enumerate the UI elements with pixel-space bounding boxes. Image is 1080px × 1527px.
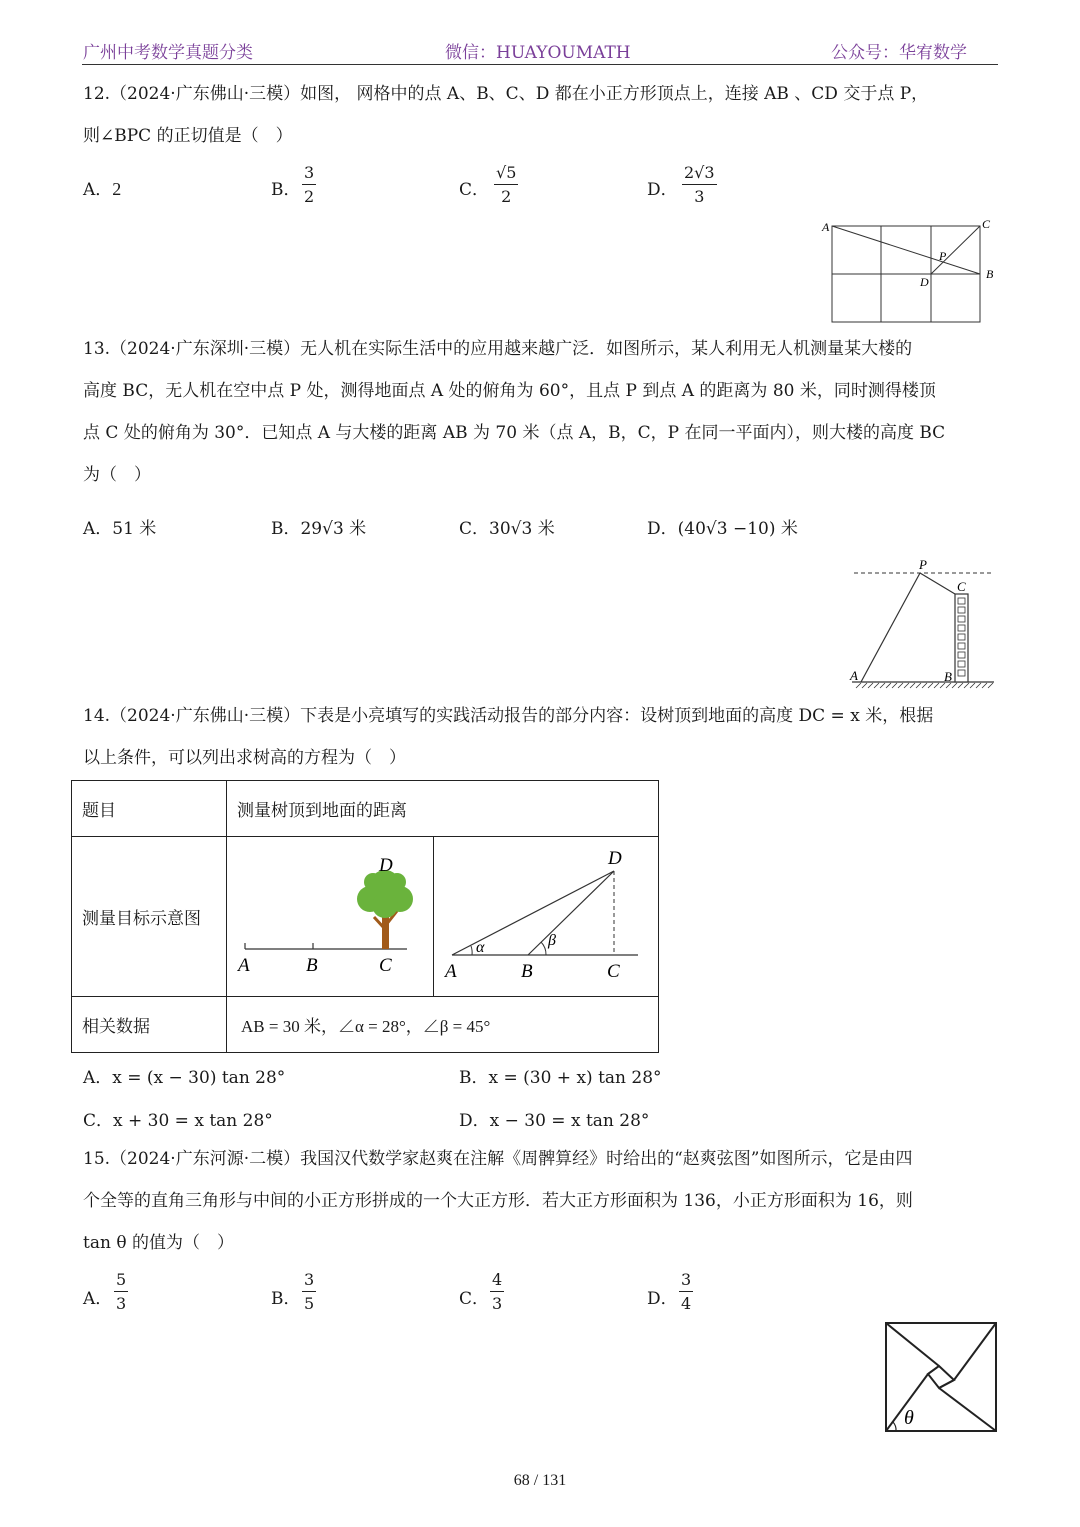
q13-label-c: C (957, 579, 966, 594)
q12-option-c-den: 2 (501, 187, 512, 206)
q14-table-data-label: 相关数据 (72, 997, 227, 1053)
q12-option-b-den: 2 (304, 187, 315, 206)
q15-option-d-den: 4 (681, 1294, 692, 1313)
q12-label-p: P (939, 249, 947, 263)
q13-option-a: A．51 米 (83, 519, 157, 539)
q15-stem-line3: tan θ 的值为（ ） (83, 1233, 234, 1253)
q15-inner-square (928, 1366, 954, 1388)
q14-tri-label-c: C (607, 961, 620, 982)
q14-tri-label-b: B (521, 961, 533, 982)
q12-option-d-fraction (682, 163, 717, 206)
q15-option-a-label: A． (83, 1289, 113, 1309)
q15-option-c-label: C． (459, 1289, 490, 1309)
q12-label-c: C (982, 217, 991, 231)
q12-option-a-value: 2 (112, 179, 122, 199)
q15-stem-line1: 15.（2024·广东河源·二模）我国汉代数学家赵爽在注解《周髀算经》时给出的“赵爽弦图”如图所示，它是由四 (83, 1149, 913, 1169)
q12-option-b-fraction (302, 163, 316, 206)
q15-label-theta: θ (904, 1407, 914, 1429)
q13-label-b: B (944, 669, 952, 684)
q15-option-b-den: 5 (304, 1294, 315, 1313)
page-number: 68 / 131 (513, 1472, 567, 1489)
q15-option-c-fraction (490, 1270, 504, 1313)
q14-tree-label-b: B (306, 955, 318, 976)
q15-option-d-num: 3 (681, 1270, 692, 1289)
q14-tree-label-c: C (379, 955, 392, 976)
q13-label-p: P (919, 557, 927, 572)
q13-stem-line1: 13.（2024·广东深圳·三模）无人机在实际生活中的应用越来越广泛．如图所示，某人利用无人机测量某大楼的 (83, 339, 913, 359)
q12-option-a (83, 175, 121, 200)
q13-stem-line3: 点 C 处的俯角为 30°．已知点 A 与大楼的距离 AB 为 70 米（点 A，B，C，P 在同一平面内），则大楼的高度 BC (83, 423, 946, 443)
q12-option-b-num: 3 (304, 163, 315, 182)
q15-option-a-fraction (114, 1270, 128, 1313)
q14-table-topic-value: 测量树顶到地面的距离 (227, 781, 659, 837)
q12-stem-line1: 12.（2024·广东佛山·三模）如图， 网格中的点 A、B、C、D 都在小正方形顶点上，连接 AB 、CD 交于点 P， (83, 84, 929, 104)
q15-option-b-num: 3 (304, 1270, 315, 1289)
header-left: 广州中考数学真题分类 (83, 43, 253, 63)
header-right: 公众号：华宥数学 (831, 43, 967, 63)
q14-triangle-figure (434, 837, 658, 991)
q15-option-d-label: D． (647, 1289, 678, 1309)
q15-option-d-fraction (679, 1270, 693, 1313)
q14-table-diagram-label: 测量目标示意图 (72, 837, 227, 997)
q12-grid-figure (818, 212, 1004, 328)
q14-stem-line2: 以上条件，可以列出求树高的方程为（ ） (83, 748, 406, 768)
q14-option-a: A．x = (x − 30) tan 28° (83, 1068, 286, 1088)
q12-label-d: D (920, 275, 929, 289)
q14-option-b: B．x = (30 + x) tan 28° (459, 1068, 662, 1088)
q14-stem-line1: 14.（2024·广东佛山·三模）下表是小亮填写的实践活动报告的部分内容：设树顶到地面的高度 DC = x 米，根据 (83, 706, 934, 726)
header-center: 微信：HUAYOUMATH (445, 43, 631, 63)
q15-stem-line2: 个全等的直角三角形与中间的小正方形拼成的一个大正方形．若大正方形面积为 136，小正方形面积为 16，则 (83, 1191, 913, 1211)
q14-table-triangle-cell (434, 837, 659, 997)
q12-segment-ab (832, 226, 980, 274)
q14-tree-label-d: D (379, 855, 393, 876)
q14-table-tree-cell (227, 837, 434, 997)
q12-option-d-num: 2√3 (684, 163, 715, 182)
q14-label-beta: β (548, 932, 556, 949)
q14-option-c: C．x + 30 = x tan 28° (83, 1111, 273, 1131)
q12-stem-line2: 则∠BPC 的正切值是（ ） (83, 126, 293, 146)
q12-option-c-num: √5 (496, 163, 517, 182)
q12-option-d-den: 3 (694, 187, 705, 206)
q13-drone-figure (844, 552, 1000, 692)
q15-option-c-den: 3 (492, 1294, 503, 1313)
q13-stem-line2: 高度 BC，无人机在空中点 P 处，测得地面点 A 处的俯角为 60°，且点 P 到点 A 的距离为 80 米，同时测得楼顶 (83, 381, 936, 401)
q13-option-c: C．30√3 米 (459, 519, 555, 539)
q15-option-a-den: 3 (116, 1294, 127, 1313)
q14-tri-label-d: D (608, 848, 622, 869)
q12-option-a-label: A． (83, 180, 113, 200)
q13-label-a: A (850, 668, 858, 683)
q15-option-c-num: 4 (492, 1270, 503, 1289)
q12-option-d-label: D． (647, 180, 678, 200)
q12-label-b: B (986, 267, 994, 281)
q14-tree-label-a: A (238, 955, 250, 976)
q13-option-b: B．29√3 米 (271, 519, 367, 539)
q12-option-c-fraction (494, 163, 518, 206)
q14-tree-figure (227, 837, 433, 991)
q15-option-a-num: 5 (116, 1270, 127, 1289)
q13-stem-line4: 为（ ） (83, 465, 151, 485)
q14-report-table (71, 780, 659, 1053)
q15-option-b-fraction (302, 1270, 316, 1313)
header-divider (82, 64, 998, 65)
q15-outer-square (886, 1323, 996, 1431)
q15-option-b-label: B． (271, 1289, 301, 1309)
q15-zhaoshuang-figure (880, 1318, 1002, 1436)
q14-table-topic-label: 题目 (72, 781, 227, 837)
q13-option-d: D．(40√3 −10) 米 (647, 519, 798, 539)
q14-option-d: D．x − 30 = x tan 28° (459, 1111, 650, 1131)
q12-option-b-label: B． (271, 180, 301, 200)
q14-tri-label-a: A (445, 961, 457, 982)
q12-label-a: A (822, 220, 830, 234)
q12-option-c-label: C． (459, 180, 490, 200)
q14-table-data-value: AB = 30 米，∠α = 28°，∠β = 45° (227, 997, 659, 1053)
q14-label-alpha: α (476, 939, 485, 956)
